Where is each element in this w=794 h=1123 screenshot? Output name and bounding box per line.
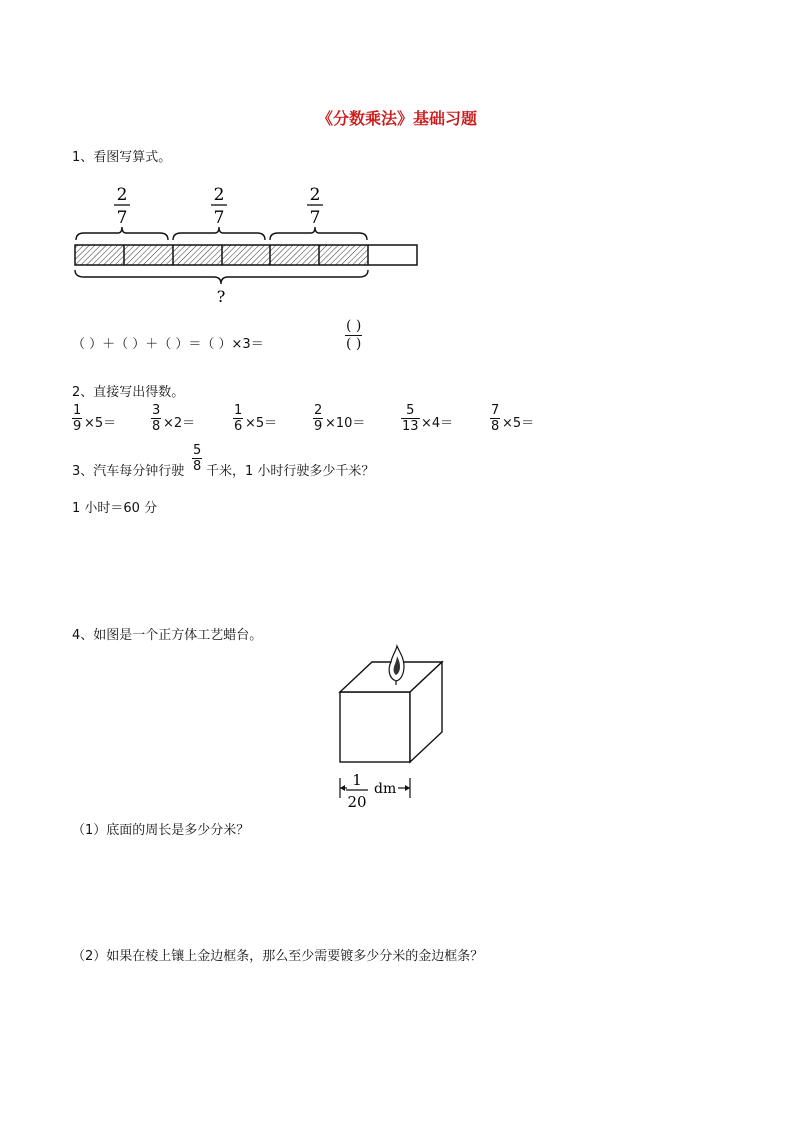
- fraction-label-3: [307, 185, 323, 228]
- question-4-label: 4、如图是一个正方体工艺蜡台。: [72, 628, 263, 643]
- question-3-suffix: 千米，1 小时行驶多少千米？: [206, 464, 375, 479]
- top-brace-1: [76, 227, 168, 240]
- fraction-bar-diagram: [60, 178, 440, 308]
- svg-text:20: 20: [347, 793, 367, 811]
- q4-sub-question-2: （2）如果在棱上镶上金边框条，那么至少需要镀多少分米的金边框条？: [72, 949, 484, 964]
- fraction-label-2: [211, 185, 227, 228]
- question-mark: ?: [216, 287, 226, 306]
- top-brace-3: [270, 227, 367, 240]
- question-1-label: 1、看图写算式。: [72, 150, 172, 165]
- svg-text:7: 7: [116, 208, 128, 228]
- fraction-label-1: [114, 185, 130, 228]
- svg-text:7: 7: [309, 208, 321, 228]
- bottom-brace: [75, 270, 368, 284]
- q3-fraction: $\frac{5}{8}$: [193, 443, 202, 474]
- q1-result-fraction: ( ) ( ): [346, 318, 362, 352]
- q1-equation: （ ）＋（ ）＋（ ）＝（ ）×3＝: [72, 337, 264, 352]
- cube-candle-diagram: [320, 642, 450, 814]
- edge-length-label: [346, 771, 396, 811]
- q3-hint: 1 小时＝60 分: [72, 501, 158, 516]
- svg-text:2: 2: [116, 185, 128, 205]
- svg-text:2: 2: [309, 185, 321, 205]
- q4-sub-question-1: （1）底面的周长是多少分米？: [72, 823, 250, 838]
- svg-text:7: 7: [213, 208, 225, 228]
- svg-text:dm: dm: [374, 781, 397, 797]
- question-2-label: 2、直接写出得数。: [72, 385, 185, 400]
- svg-text:1: 1: [352, 771, 362, 789]
- cube-front-face: [340, 692, 410, 762]
- question-3-prefix: 3、汽车每分钟行驶: [72, 464, 185, 479]
- page-title: 《分数乘法》基础习题: [316, 109, 477, 128]
- top-brace-2: [173, 227, 265, 240]
- svg-text:2: 2: [213, 185, 225, 205]
